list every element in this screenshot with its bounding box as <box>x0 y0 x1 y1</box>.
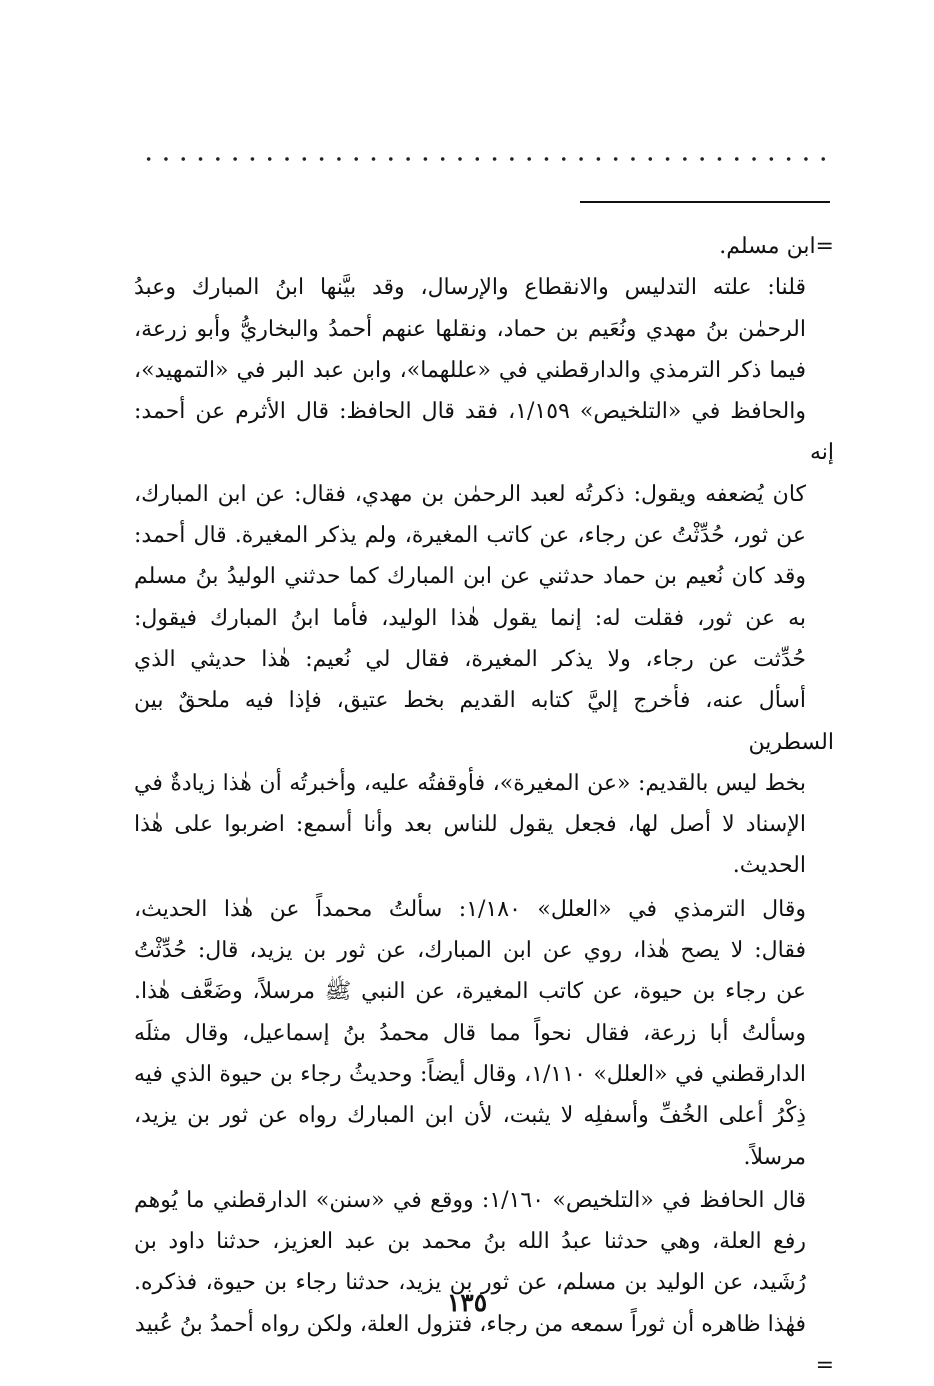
text-line: فقال: لا يصح هٰذا، روي عن ابن المبارك، عن ثور بن يزيد، قال: حُدِّثْتُ <box>134 938 806 964</box>
text-line: بخط ليس بالقديم: «عن المغيرة»، فأوقفتُه عليه، وأخبرتُه أن هٰذا زيادةٌ في <box>134 770 806 796</box>
footnote-paragraph <box>134 1180 834 1386</box>
footnote-paragraph <box>134 267 834 886</box>
text-line: قال الحافظ في «التلخيص» ١/١٦٠: ووقع في «سنن» الدارقطني ما يُوهم <box>134 1187 806 1213</box>
footnote-paragraph <box>134 889 834 1178</box>
text-line: به عن ثور، فقلت له: إنما يقول هٰذا الوليد، فأما ابنُ المبارك فيقول: <box>134 605 806 631</box>
dotted-separator <box>140 140 830 170</box>
text-line: مرسلاً. <box>743 1144 806 1170</box>
footnote-rule <box>580 201 830 203</box>
text-line: حُدِّثت عن رجاء، ولا يذكر المغيرة، فقال لي نُعيم: هٰذا حديثي الذي <box>134 646 806 672</box>
footnote-paragraph <box>134 226 834 267</box>
text-line: قلنا: علته التدليس والانقطاع والإرسال، وقد بيَّنها ابنُ المبارك وعبدُ <box>134 275 806 301</box>
text-line: وقال الترمذي في «العلل» ١/١٨٠: سألتُ محمداً عن هٰذا الحديث، <box>134 896 806 922</box>
text-line: رفع العلة، وهي حدثنا عبدُ الله بنُ محمد بن عبد العزيز، حدثنا داود بن <box>134 1229 806 1255</box>
text-line: عن ثور، حُدِّثْتُ عن رجاء، عن كاتب المغيرة، ولم يذكر المغيرة. قال أحمد: <box>134 523 806 549</box>
text-line: الرحمٰن بنُ مهدي ونُعَيم بن حماد، ونقلها عنهم أحمدُ والبخاريُّ وأبو زرعة، <box>134 316 806 342</box>
text-line: الدارقطني في «العلل» ١/١١٠، وقال أيضاً: وحديثُ رجاء بن حيوة الذي فيه <box>134 1061 807 1087</box>
text-line: والحافظ في «التلخيص» ١/١٥٩، فقد قال الحافظ: قال الأثرم عن أحمد: إنه <box>134 399 834 466</box>
text-line: وسألتُ أبا زرعة، فقال نحواً مما قال محمدُ بنُ إسماعيل، وقال مثلَه <box>134 1020 806 1046</box>
text-line: كان يُضعفه ويقول: ذكرتُه لعبد الرحمٰن بن مهدي، فقال: عن ابن المبارك، <box>134 481 806 507</box>
page-number: ١٣٥ <box>446 1288 488 1317</box>
text-line: عن رجاء بن حيوة، عن كاتب المغيرة، عن النبي ﷺ مرسلاً، وضَعَّف هٰذا. <box>134 979 806 1005</box>
text-line: أسأل عنه، فأخرج إليَّ كتابه القديم بخط عتيق، فإذا فيه ملحقٌ بين السطرين <box>134 688 834 755</box>
text-line: الإسناد لا أصل لها، فجعل يقول للناس بعد وأنا أسمع: اضربوا على هٰذا <box>134 812 806 838</box>
text-line: فيما ذكر الترمذي والدارقطني في «عللهما»، وابن عبد البر في «التمهيد»، <box>134 357 806 383</box>
text-line: =ابن مسلم. <box>719 234 834 259</box>
text-line: فهٰذا ظاهره أن ثوراً سمعه من رجاء، فتزول العلة، ولكن رواه أحمدُ بنُ عُبيد = <box>134 1311 834 1379</box>
text-line: وقد كان نُعيم بن حماد حدثني عن ابن المبارك كما حدثني الوليدُ بنُ مسلم <box>134 564 806 590</box>
text-line: ذِكْرُ أعلى الخُفِّ وأسفلِه لا يثبت، لأن ابن المبارك رواه عن ثور بن يزيد، <box>134 1103 806 1129</box>
footnote-text <box>134 226 834 1386</box>
text-line: الحديث. <box>732 853 806 879</box>
text-line: رُشَيد، عن الوليد بن مسلم، عن ثور بن يزيد، حدثنا رجاء بن حيوة، فذكره. <box>134 1270 806 1296</box>
